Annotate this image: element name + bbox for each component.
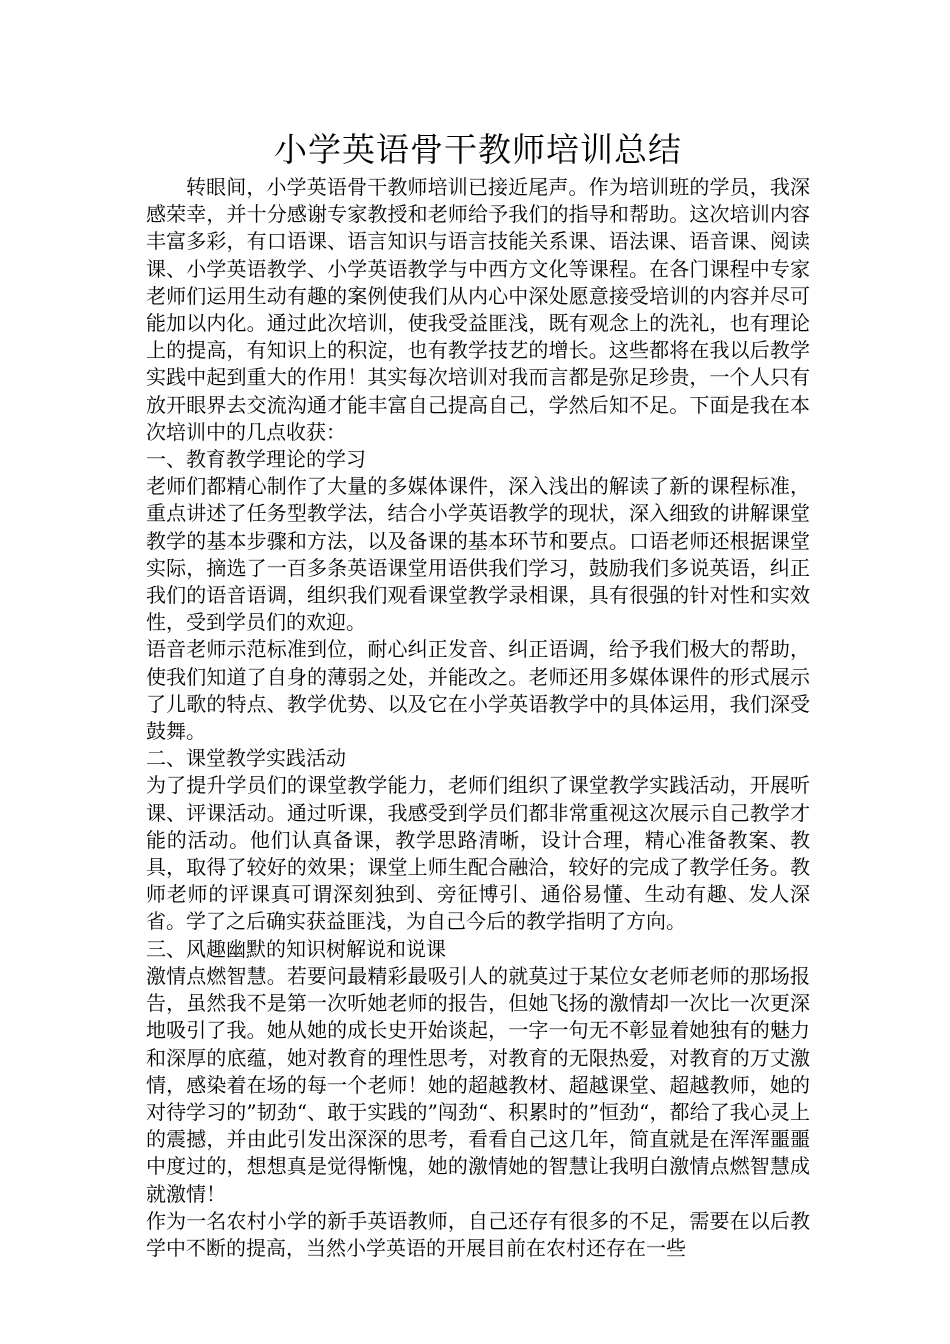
section-1-paragraph-1: 老师们都精心制作了大量的多媒体课件，深入浅出的解读了新的课程标准，重点讲述了任务型教学法，结合小学英语教学的现状，深入细致的讲解课堂教学的基本步骤和方法，以及备课的基本环节和要点。口语老师还根据课堂实际，摘选了一百多条英语课堂用语供我们学习，鼓励我们多说英语，纠正我们的语音语调，组织我们观看课堂教学录相课，具有很强的针对性和实效性，受到学员们的欢迎。 bbox=[146, 474, 810, 635]
section-3-paragraph-1: 激情点燃智慧。若要问最精彩最吸引人的就莫过于某位女老师老师的那场报告，虽然我不是第一次听她老师的报告，但她飞扬的激情却一次比一次更深地吸引了我。她从她的成长史开始谈起，一字一句无不彰显着她独有的魅力和深厚的底蕴，她对教育的理性思考，对教育的无限热爱，对教育的万丈激情，感染着在场的每一个老师！她的超越教材、超越课堂、超越教师，她的对待学习的”韧劲“、敢于实践的”闯劲“、积累时的”恒劲“，都给了我心灵上的震撼，并由此引发出深深的思考，看看自己这几年，简直就是在浑浑噩噩中度过的，想想真是觉得惭愧，她的激情她的智慧让我明白激情点燃智慧成就激情！ bbox=[146, 963, 810, 1206]
document-body bbox=[146, 174, 810, 1262]
section-heading-1: 一、教育教学理论的学习 bbox=[146, 447, 366, 472]
intro-paragraph: 转眼间，小学英语骨干教师培训已接近尾声。作为培训班的学员，我深感荣幸，并十分感谢专家教授和老师给予我们的指导和帮助。这次培训内容丰富多彩，有口语课、语言知识与语言技能关系课、语法课、语音课、阅读课、小学英语教学、小学英语教学与中西方文化等课程。在各门课程中专家老师们运用生动有趣的案例使我们从内心中深处愿意接受培训的内容并尽可能加以内化。通过此次培训，使我受益匪浅，既有观念上的洗礼，也有理论上的提高，有知识上的积淀，也有教学技艺的增长。这些都将在我以后教学实践中起到重大的作用！其实每次培训对我而言都是弥足珍贵，一个人只有放开眼界去交流沟通才能丰富自己提高自己，学然后知不足。下面是我在本次培训中的几点收获： bbox=[146, 175, 810, 444]
section-3-paragraph-2: 作为一名农村小学的新手英语教师，自己还存有很多的不足，需要在以后教学中不断的提高，当然小学英语的开展目前在农村还存在一些 bbox=[146, 1208, 810, 1260]
section-2-paragraph-1: 为了提升学员们的课堂教学能力，老师们组织了课堂教学实践活动，开展听课、评课活动。通过听课，我感受到学员们都非常重视这次展示自己教学才能的活动。他们认真备课，教学思路清晰，设计合理，精心准备教案、教具，取得了较好的效果；课堂上师生配合融洽，较好的完成了教学任务。教师老师的评课真可谓深刻独到、旁征博引、通俗易懂、生动有趣、发人深省。学了之后确实获益匪浅，为自己今后的教学指明了方向。 bbox=[146, 773, 810, 934]
section-1-paragraph-2: 语音老师示范标准到位，耐心纠正发音、纠正语调，给予我们极大的帮助，使我们知道了自身的薄弱之处，并能改之。老师还用多媒体课件的形式展示了儿歌的特点、教学优势、以及它在小学英语教学中的具体运用，我们深受鼓舞。 bbox=[146, 637, 810, 744]
document-title: 小学英语骨干教师培训总结 bbox=[274, 130, 682, 169]
section-heading-2: 二、课堂教学实践活动 bbox=[146, 746, 346, 771]
section-heading-3: 三、风趣幽默的知识树解说和说课 bbox=[146, 936, 446, 961]
